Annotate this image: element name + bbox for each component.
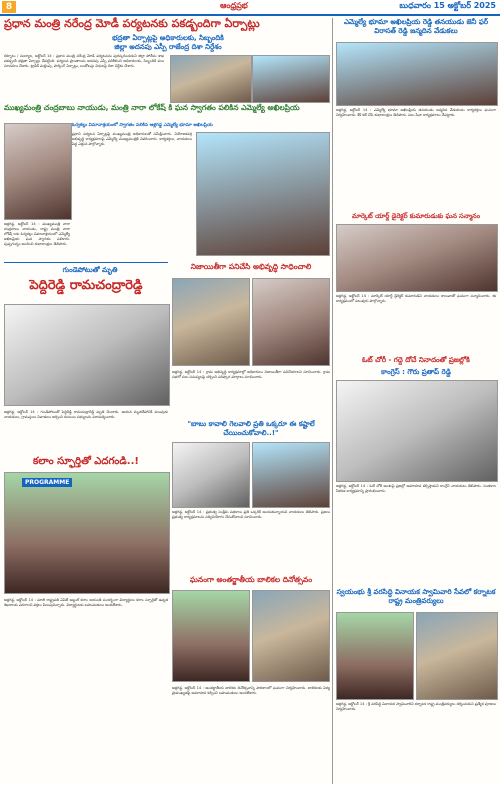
story-three-photo [4,304,170,406]
story-seven-headline: ఘనంగా అంతర్జాతీయ బాలికల దినోత్సవం [190,575,312,584]
story-seven-photo-1 [172,590,250,682]
right-story-a-photo [336,42,498,106]
story-six-photo-1 [172,442,250,508]
story-two-photo-cm [4,123,72,220]
story-five-body: ఆళ్లగడ్డ, అక్టోబర్ 14 : గ్రామ అభివృద్ధి కార్యక్రమాల్లో అధికారులు నిజాయితీగా పనిచేయాలని సూచించారు. గ్రామ సభలో పలు సమస్యలపై చర్చించి పరిష్కార మార్గాలు సూచించారు. [172,370,330,379]
main-photo-2 [252,55,330,103]
main-headline: ప్రధాన మంత్రి నరేంద్ర మోడీ పర్యటనకు పకడ్బందిగా ఏర్పాట్లు [4,17,260,30]
story-four-photo [4,472,170,594]
right-story-c-headline: ఓట్ చోరీ - గద్దె దోచే నినాదంతో ప్రజల్లోకి [362,356,470,364]
right-story-c-body: ఆళ్లగడ్డ, అక్టోబర్ 14 : ఓట్ చోరీ అంశంపై ప్రజల్లో అవగాహన కల్పిస్తామని కాంగ్రెస్ నాయకులు తెలిపారు. సంతకాల సేకరణ కార్యక్రమాన్ని ప్రారంభించారు. [336,484,496,493]
programme-banner: PROGRAMME [22,478,72,487]
story-two-body-right: ప్రధాని పర్యటన ఏర్పాట్లపై ముఖ్యమంత్రి అధికారులతో సమీక్షించారు. నియోజకవర్గ అభివృద్ధి కార్యక్రమాలపై ఎమ్మెల్యే ముఖ్యమంత్రికి వివరించారు. కార్యకర్తలు, నాయకులు పెద్ద ఎత్తున పాల్గొన్నారు. [72,132,192,146]
column-divider [332,18,333,784]
story-three-body: ఆళ్లగడ్డ, అక్టోబర్ 14 : గుండెపోటుతో పెద్దిరెడ్డి రామచంద్రారెడ్డి మృతి చెందారు. ఆయన మృతదేహానికి పలువురు నాయకులు, గ్రామస్తులు నివాళులు అర్పించి కుటుంబ సభ్యులను పరామర్శించారు. [4,410,168,419]
right-story-a-headline: ఎమ్మెల్యే భూమా అఖిలప్రియ రెడ్డి తనయుడు జెనీ ఫర్ విరాసత్ రెడ్డి జన్మదిన వేడుకలు [343,18,489,35]
right-story-d-photo-1 [336,612,414,700]
story-four-body: ఆళ్లగడ్డ, అక్టోబర్ 14 : మాజీ రాష్ట్రపతి ఏపీజే అబ్దుల్ కలాం జయంతి సందర్భంగా విద్యార్థులు కలాం స్ఫూర్తితో ఉన్నత శిఖరాలకు ఎదగాలని వక్తలు పిలుపునిచ్చారు. విద్యార్థులకు బహుమతులు అందజేశారు. [4,598,168,607]
story-three-headline: పెద్దిరెడ్డి రామచంద్రారెడ్డి [29,278,143,293]
divider [4,262,168,263]
right-story-d-photo-2 [416,612,498,700]
story-two-headline: ముఖ్యమంత్రి చంద్రబాబు నాయుడు, మంత్రి నారా లోకేష్ కి ఘన స్వాగతం పలికిన ఎమ్మెల్యే అఖిలప్రియ [4,103,300,112]
page-number: 8 [2,1,16,13]
right-story-d-headline: స్వయంభు శ్రీ వరసిద్ధి వినాయక స్వామివారి సేవలో కర్నాటక రాష్ట్ర మంత్రివర్యులు [336,588,496,605]
story-six-headline: "బాబు కావాలి గెలవాలి ప్రతి ఒక్కరూ ఈ కష్టాలే చేయించుకోవాలి..!" [187,420,315,437]
right-story-c-sub: కాంగ్రెస్ : గౌరు ప్రతాప్ రెడ్డి [381,368,451,376]
story-five-headline: నిజాయితీగా పనిచేసి అభివృద్ధి సాధించాలి [190,262,312,271]
story-six-photo-2 [252,442,330,508]
story-two-caption: ఓర్వకల్లు విమానాశ్రయంలో స్వాగతం పలికిన ఆళ్లగడ్డ ఎమ్మెల్యే భూమా అఖిలప్రియ [72,123,213,128]
right-story-a-body: ఆళ్లగడ్డ, అక్టోబర్ 14 : ఎమ్మెల్యే భూమా అఖిలప్రియ తనయుడు జన్మదిన వేడుకలను కార్యకర్తలు ఘనంగా నిర్వహించారు. కేక్ కట్ చేసి శుభాకాంక్షలు తెలిపారు. పలు సేవా కార్యక్రమాలు చేపట్టారు. [336,108,496,117]
right-story-b-body: ఆళ్లగడ్డ, అక్టోబర్ 14 : మార్కెట్ యార్డ్ డైరెక్టర్ కుమారుడిని నాయకులు శాలువాతో ఘనంగా సన్మానించారు. ఈ కార్యక్రమంలో పలువురు పాల్గొన్నారు. [336,294,496,303]
story-four-headline: కలాం స్ఫూర్తితో ఎదగండి..! [33,456,139,467]
story-two-photo-lokesh [196,132,330,256]
story-two-body-left: ఆళ్లగడ్డ, అక్టోబర్ 14 : ముఖ్యమంత్రి నారా చంద్రబాబు నాయుడు, రాష్ట్ర మంత్రి నారా లోకేష్ లకు ఓర్వకల్లు విమానాశ్రయంలో ఎమ్మెల్యే అఖిలప్రియ ఘన స్వాగతం పలికారు. పుష్పగుచ్ఛం అందించి శుభాకాంక్షలు తెలిపారు. [4,222,70,246]
main-story-body: కర్నూలు / నంద్యాల, అక్టోబర్ 14 : ప్రధాన మంత్రి నరేంద్ర మోడీ పర్యటనను పురస్కరించుకుని జిల్లా పోలీసు శాఖ పకడ్బందీ భద్రతా ఏర్పాట్లు చేపట్టింది. పర్యటన ప్రాంతాలను అదనపు ఎస్పీ పరిశీలించి అధికారులకు, సిబ్బందికి పలు సూచనలు చేశారు. ట్రాఫిక్ మళ్లింపు, పార్కింగ్ ఏర్పాట్లు, బందోబస్తు విధులపై దిశా నిర్దేశం చేశారు. [4,54,164,68]
right-story-c-photo [336,380,498,482]
story-seven-body: ఆళ్లగడ్డ, అక్టోబర్ 14 : అంతర్జాతీయ బాలికల దినోత్సవాన్ని పాఠశాలలో ఘనంగా నిర్వహించారు. బాలికలకు విద్య ప్రాముఖ్యతపై అవగాహన కల్పించి బహుమతులు అందజేశారు. [172,686,330,695]
story-six-body: ఆళ్లగడ్డ, అక్టోబర్ 14 : ప్రభుత్వ సంక్షేమ పథకాలు ప్రతి ఒక్కరికీ అందుతున్నాయని నాయకులు తెలిపారు. ప్రజలు ప్రభుత్వ కార్యక్రమాలను సద్వినియోగం చేసుకోవాలని సూచించారు. [172,510,330,519]
story-seven-photo-2 [252,590,330,682]
main-subhead-2: జిల్లా అదనపు ఎస్పీ రాజేంద్ర దిశా నిర్దేశం [114,43,222,51]
story-three-kicker: గుండెపోటుతో మృతి [62,266,118,274]
edition-date: బుధవారం 15 అక్టోబర్ 2025 [399,1,496,10]
right-story-b-photo [336,224,498,292]
main-photo-1 [170,55,252,103]
paper-name: ఆంధ్రప్రభ [220,1,248,10]
main-subhead-1: భద్రతా ఏర్పాట్లపై అధికారులకు, సిబ్బందికి [112,34,224,42]
story-five-photo-2 [252,278,330,366]
right-story-b-headline: మార్కెట్ యార్డ్ డైరెక్టర్ కుమారుడుకు ఘన సన్మానం [351,212,481,220]
story-five-photo-1 [172,278,250,366]
right-story-d-body: ఆళ్లగడ్డ, అక్టోబర్ 14 : శ్రీ వరసిద్ధి వినాయక స్వామివారిని కర్నాటక రాష్ట్ర మంత్రివర్యులు దర్శించుకుని ప్రత్యేక పూజలు నిర్వహించారు. [336,702,496,711]
